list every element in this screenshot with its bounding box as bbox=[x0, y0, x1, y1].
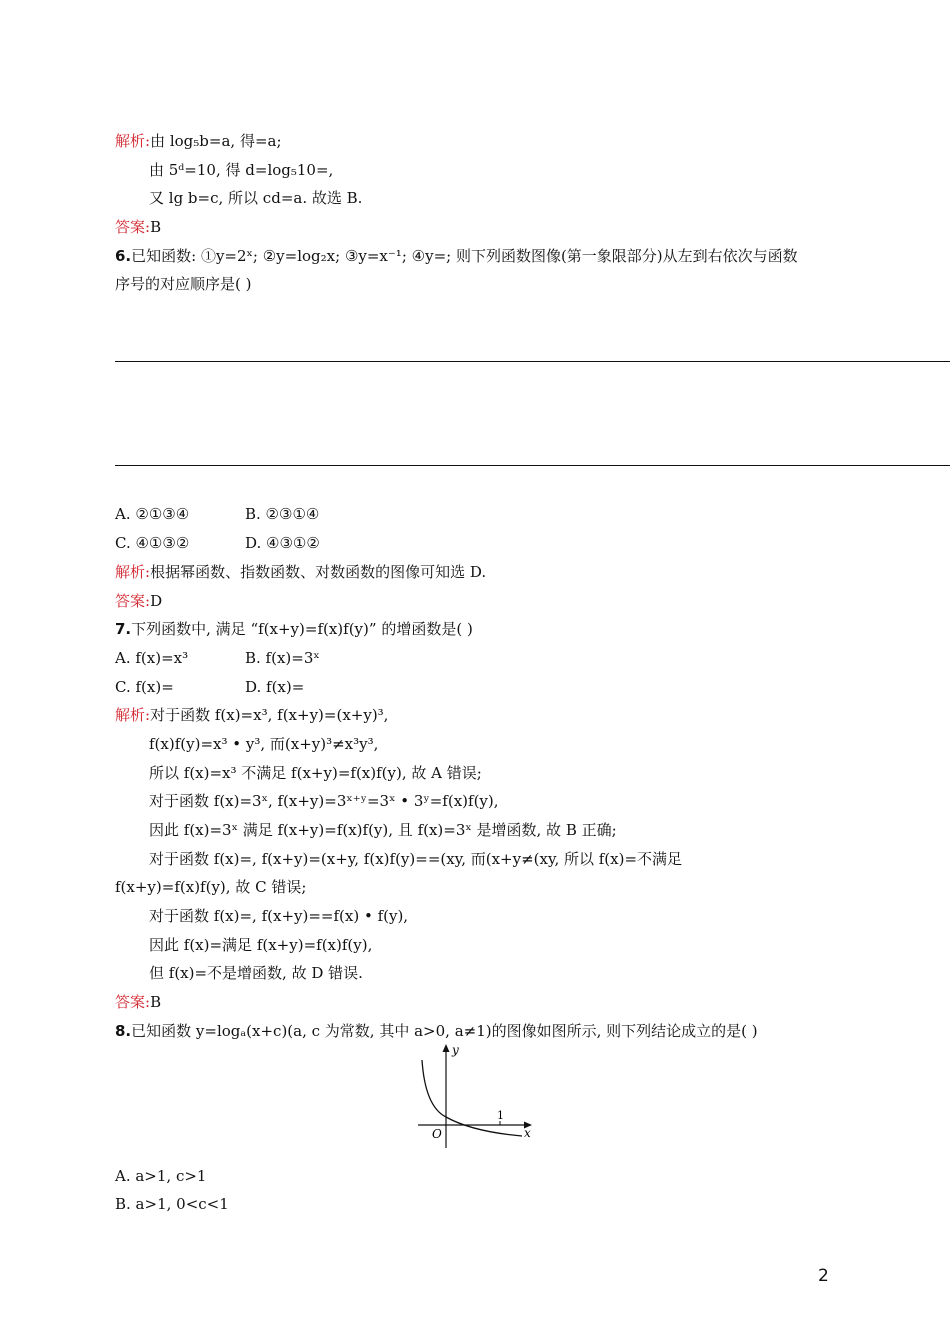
question-number: 7. bbox=[115, 620, 132, 638]
q7-analysis-line-3: 所以 f(x)=x³ 不满足 f(x+y)=f(x)f(y), 故 A 错误; bbox=[149, 764, 482, 782]
page-number: 2 bbox=[818, 1266, 829, 1286]
q7-analysis-line-9: 因此 f(x)=满足 f(x+y)=f(x)f(y), bbox=[149, 936, 373, 954]
q7-option-a: A. f(x)=x³ bbox=[115, 649, 189, 667]
q7-analysis-line-4: 对于函数 f(x)=3ˣ, f(x+y)=3ˣ⁺ʸ=3ˣ • 3ʸ=f(x)f(y), bbox=[149, 792, 499, 810]
q7-analysis-line-2: f(x)f(y)=x³ • y³, 而(x+y)³≠x³y³, bbox=[149, 735, 379, 753]
q5-analysis-line-2: 由 5ᵈ=10, 得 d=log₅10=, bbox=[149, 161, 334, 179]
q6-analysis: 解析:根据幂函数、指数函数、对数函数的图像可知选 D. bbox=[115, 563, 487, 581]
q7-stem: 7.下列函数中, 满足 “f(x+y)=f(x)f(y)” 的增函数是( ) bbox=[115, 620, 473, 638]
q7-analysis-line-5: 因此 f(x)=3ˣ 满足 f(x+y)=f(x)f(y), 且 f(x)=3ˣ 是增函数, 故 B 正确; bbox=[149, 821, 617, 839]
x-axis-label: x bbox=[524, 1126, 531, 1140]
q7-option-d: D. f(x)= bbox=[245, 678, 305, 696]
q8-option-a: A. a>1, c>1 bbox=[115, 1167, 207, 1185]
q7-analysis-line-10: 但 f(x)=不是增函数, 故 D 错误. bbox=[149, 964, 363, 982]
q7-option-c: C. f(x)= bbox=[115, 678, 174, 696]
q7-option-b: B. f(x)=3ˣ bbox=[245, 649, 320, 667]
q6-option-b: B. ②③①④ bbox=[245, 505, 320, 523]
tick-one-label: 1 bbox=[497, 1109, 504, 1122]
q7-analysis-line-7: f(x+y)=f(x)f(y), 故 C 错误; bbox=[115, 878, 307, 896]
figure-top-rule bbox=[115, 361, 950, 362]
question-number: 6. bbox=[115, 247, 132, 265]
q7-analysis-line-6: 对于函数 f(x)=, f(x+y)=(x+y, f(x)f(y)==(xy, 而(x+y≠(xy, 所以 f(x)=不满足 bbox=[149, 850, 683, 868]
q6-stem-line-2: 序号的对应顺序是( ) bbox=[115, 275, 252, 293]
q7-analysis-line-1: 解析:对于函数 f(x)=x³, f(x+y)=(x+y)³, bbox=[115, 706, 389, 724]
q8-stem: 8.已知函数 y=logₐ(x+c)(a, c 为常数, 其中 a>0, a≠1)的图像如图所示, 则下列结论成立的是( ) bbox=[115, 1022, 758, 1040]
q5-answer: 答案:B bbox=[115, 218, 162, 236]
y-axis-arrow bbox=[443, 1044, 450, 1052]
q6-option-c: C. ④①③② bbox=[115, 534, 190, 552]
origin-label: O bbox=[432, 1127, 442, 1141]
q5-analysis-line-3: 又 lg b=c, 所以 cd=a. 故选 B. bbox=[149, 189, 363, 207]
q8-option-b: B. a>1, 0<c<1 bbox=[115, 1195, 229, 1213]
q5-analysis-line-1: 解析:由 log₅b=a, 得=a; bbox=[115, 132, 282, 150]
question-number: 8. bbox=[115, 1022, 132, 1040]
analysis-label: 解析 bbox=[115, 132, 146, 150]
q6-stem-line-1: 6.已知函数: ①y=2ˣ; ②y=log₂x; ③y=x⁻¹; ④y=; 则下列函数图像(第一象限部分)从左到右依次与函数 bbox=[115, 247, 798, 265]
y-axis-label: y bbox=[452, 1043, 459, 1057]
log-function-graph bbox=[410, 1040, 535, 1152]
q6-option-a: A. ②①③④ bbox=[115, 505, 190, 523]
q6-option-d: D. ④③①② bbox=[245, 534, 320, 552]
q6-answer: 答案:D bbox=[115, 592, 163, 610]
q7-analysis-line-8: 对于函数 f(x)=, f(x+y)==f(x) • f(y), bbox=[149, 907, 409, 925]
figure-bottom-rule bbox=[115, 465, 950, 466]
q7-answer: 答案:B bbox=[115, 993, 162, 1011]
